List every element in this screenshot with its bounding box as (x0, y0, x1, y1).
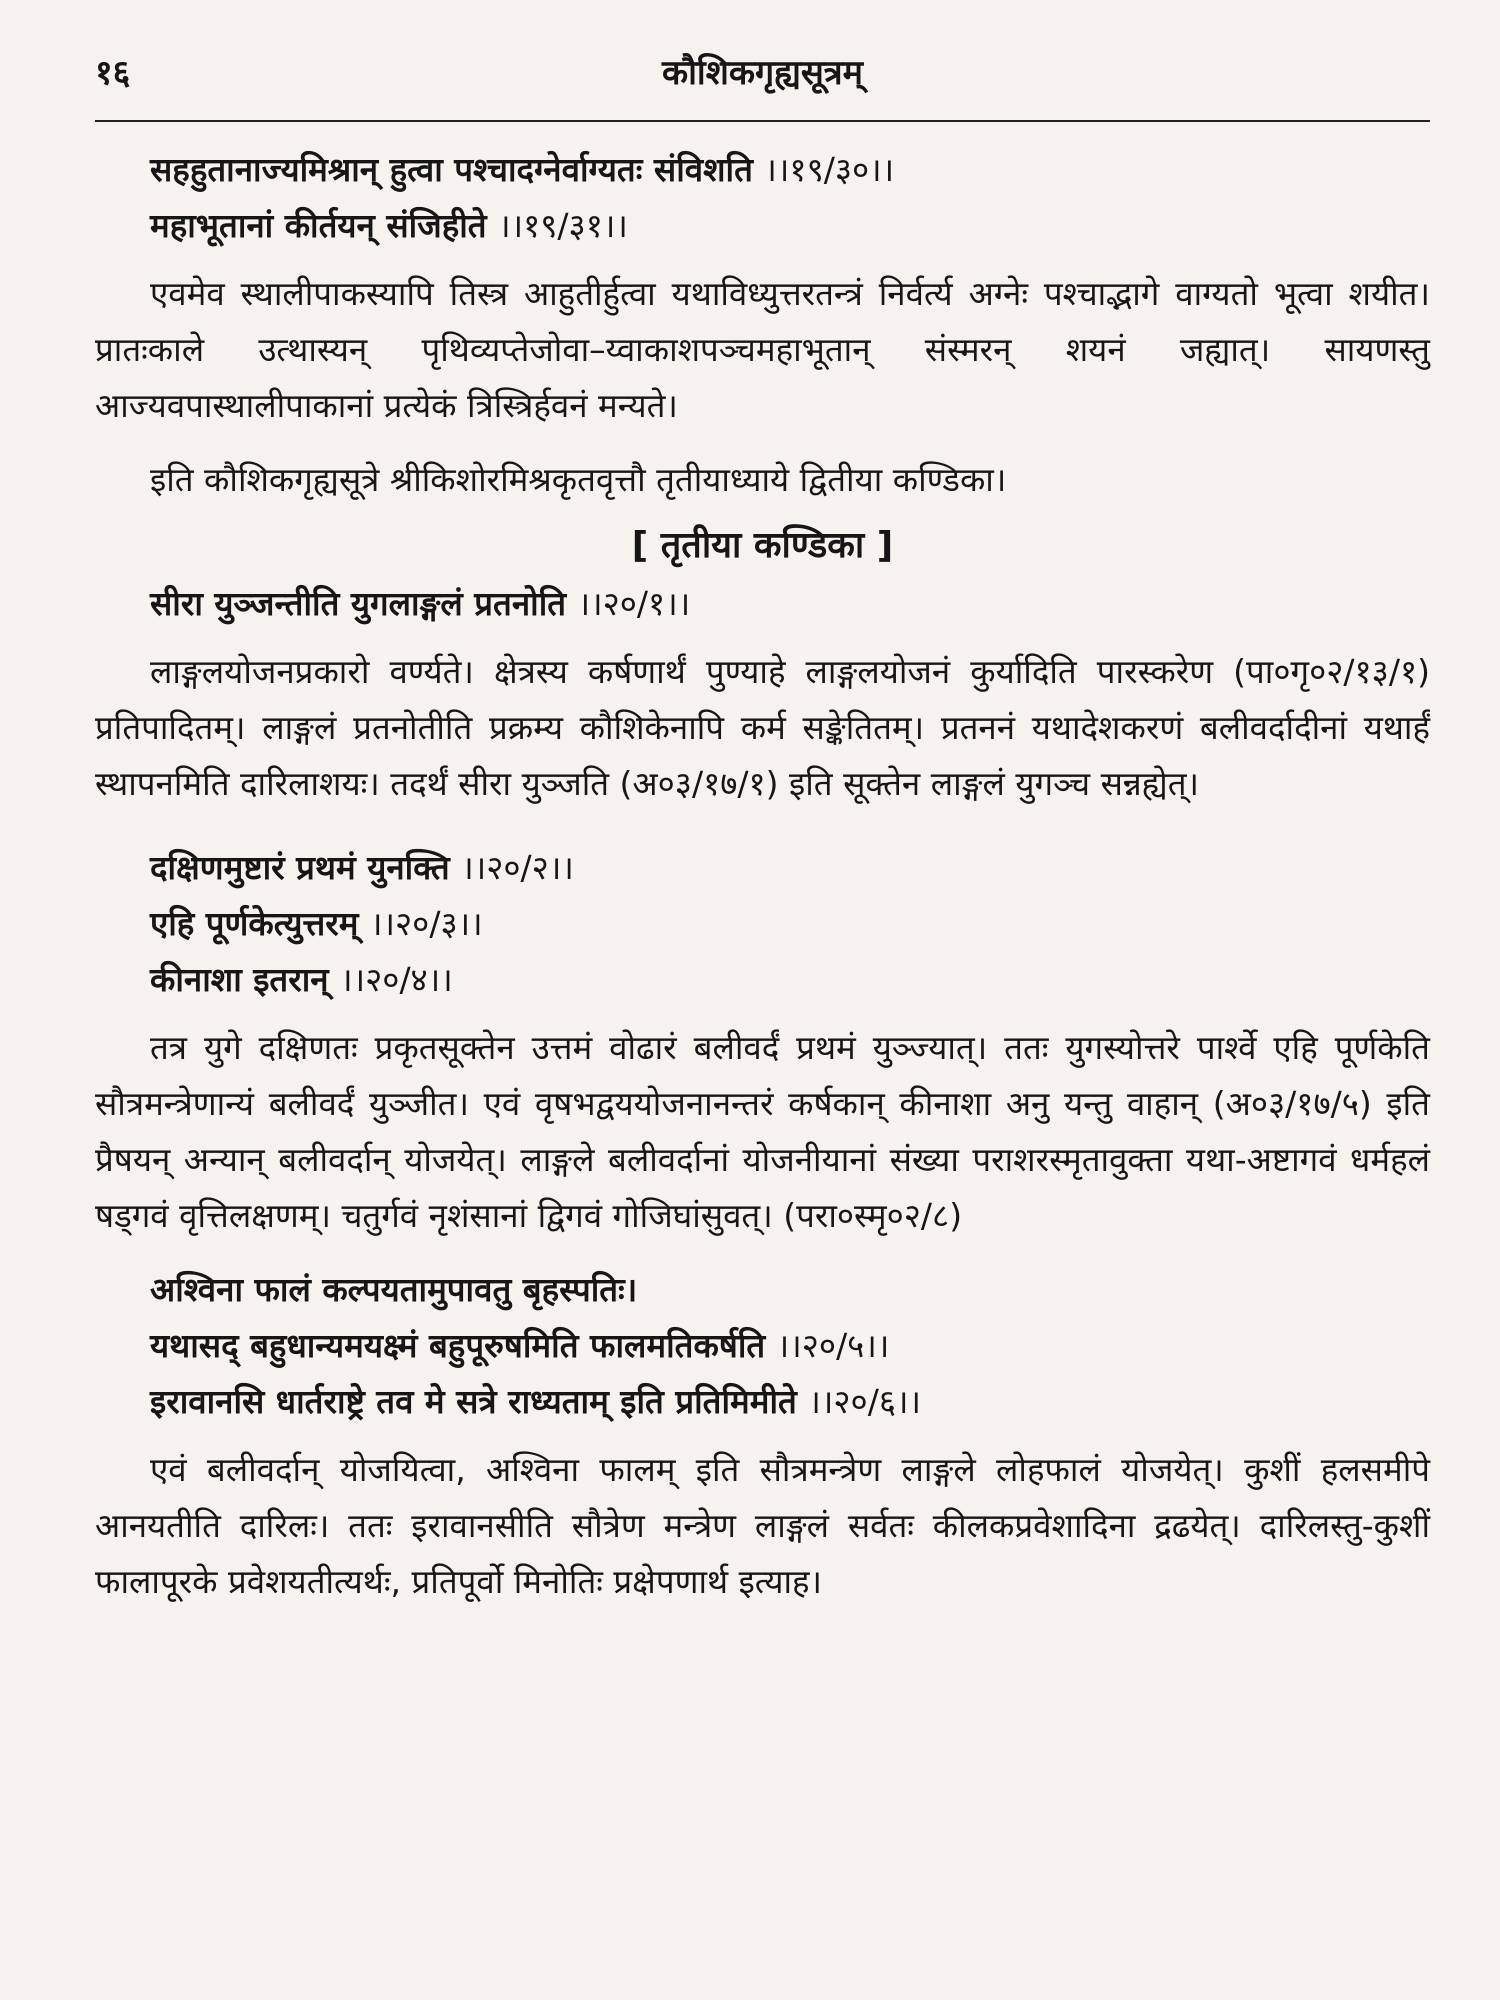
sutra-line (95, 1318, 1430, 1374)
sutra-text: इरावानसि धार्तराष्ट्रे तव मे सत्रे राध्यताम् इति प्रतिमिमीते (150, 1382, 797, 1421)
commentary-paragraph: लाङ्गलयोजनप्रकारो वर्ण्यते। क्षेत्रस्य कर्षणार्थं पुण्याहे लाङ्गलयोजनं कुर्यादिति पारस्करेण (पा०गृ०२/१३/१) प्रतिपादितम्। लाङ्गलं प्रतनोतीति प्रक्रम्य कौशिकेनापि कर्म सङ्केतितम्। प्रतननं यथादेशकरणं बलीवर्दादीनां यथार्हं स्थापनमिति दारिलाशयः। तदर्थं सीरा युञ्जति (अ०३/१७/१) इति सूक्तेन लाङ्गलं युगञ्च सन्नह्येत्। (95, 652, 1430, 803)
sutra-text: सहहुतानाज्यमिश्रान् हुत्वा पश्चादग्नेर्वाग्यतः संविशति (150, 150, 753, 189)
page-header (95, 48, 1430, 108)
commentary-paragraph: एवं बलीवर्दान् योजयित्वा, अश्विना फालम् इति सौत्रमन्त्रेण लाङ्गले लोहफालं योजयेत्। कुशीं हलसमीपे आनयतीति दारिलः। ततः इरावानसीति सौत्रेण मन्त्रेण लाङ्गलं सर्वतः कीलकप्रवेशादिना द्रढयेत्। दारिलस्तु-कुशीं फालापूरके प्रवेशयतीत्यर्थः, प्रतिपूर्वो मिनोतिः प्रक्षेपणार्थ इत्याह। (95, 1450, 1430, 1601)
sutra-line (95, 576, 1430, 632)
commentary-paragraph: एवमेव स्थालीपाकस्यापि तिस्त्र आहुतीर्हुत्वा यथाविध्युत्तरतन्त्रं निर्वर्त्य अग्नेः पश्चाद्भागे वाग्यतो भूत्वा शयीत। प्रातःकाले उत्थास्यन् पृथिव्यप्तेजोवा–य्वाकाशपञ्चमहाभूतान् संस्मरन् शयनं जह्यात्। सायणस्तु आज्यवपास्थालीपाकानां प्रत्येकं त्रिस्त्रिर्हवनं मन्यते। (95, 274, 1430, 425)
sutra-ref: ।।२०/१।। (577, 584, 691, 623)
sutra-ref: ।।१९/३०।। (764, 150, 895, 189)
sutra-line (95, 1374, 1430, 1430)
sutra-text: यथासद् बहुधान्यमयक्ष्मं बहुपूरुषमिति फालमतिकर्षति (150, 1326, 766, 1365)
sutra-text: एहि पूर्णकेत्युत्तरम् (150, 904, 359, 943)
sutra-line (95, 952, 1430, 1008)
sutra-text: सीरा युञ्जन्तीति युगलाङ्गलं प्रतनोति (150, 584, 567, 623)
sutra-ref: ।।२०/६।। (808, 1382, 922, 1421)
sutra-line (95, 840, 1430, 896)
header-rule (95, 120, 1430, 122)
sutra-ref: ।।२०/५।। (776, 1326, 890, 1365)
sutra-line (95, 1262, 1430, 1318)
section-title: [ तृतीया कण्डिका ] (631, 525, 894, 566)
sutra-ref: ।।१९/३१।। (498, 206, 628, 245)
sutra-line (95, 142, 1430, 198)
sutra-text: अश्विना फालं कल्पयतामुपावतु बृहस्पतिः। (150, 1270, 638, 1309)
sutra-text: महाभूतानां कीर्तयन् संजिहीते (150, 206, 487, 245)
sutra-ref: ।।२०/४।। (340, 960, 453, 999)
sutra-text: दक्षिणमुष्टारं प्रथमं युनक्ति (150, 848, 450, 887)
sutra-ref: ।।२०/३।। (370, 904, 483, 943)
sutra-ref: ।।२०/२।। (461, 848, 574, 887)
colophon: इति कौशिकगृह्यसूत्रे श्रीकिशोरमिश्रकृतवृत्तौ तृतीयाध्याये द्वितीया कण्डिका। (150, 460, 1007, 499)
commentary-paragraph: तत्र युगे दक्षिणतः प्रकृतसूक्तेन उत्तमं वोढारं बलीवर्दं प्रथमं युञ्ज्यात्। ततः युगस्योत्तरे पार्श्वे एहि पूर्णकेति सौत्रमन्त्रेणान्यं बलीवर्दं युञ्जीत। एवं वृषभद्वययोजनानन्तरं कर्षकान् कीनाशा अनु यन्तु वाहान् (अ०३/१७/५) इति प्रैषयन् अन्यान् बलीवर्दान् योजयेत्। लाङ्गले बलीवर्दानां योजनीयानां संख्या पराशरस्मृतावुक्ता यथा-अष्टागवं धर्महलं षड्गवं वृत्तिलक्षणम्। चतुर्गवं नृशंसानां द्विगवं गोजिघांसुवत्। (परा०स्मृ०२/८) (95, 1028, 1430, 1235)
page-number: १६ (95, 53, 131, 93)
sutra-line (95, 198, 1430, 254)
sutra-text: कीनाशा इतरान् (150, 960, 329, 999)
sutra-line (95, 896, 1430, 952)
running-head: कौशिकगृह्यसूत्रम् (662, 53, 863, 93)
